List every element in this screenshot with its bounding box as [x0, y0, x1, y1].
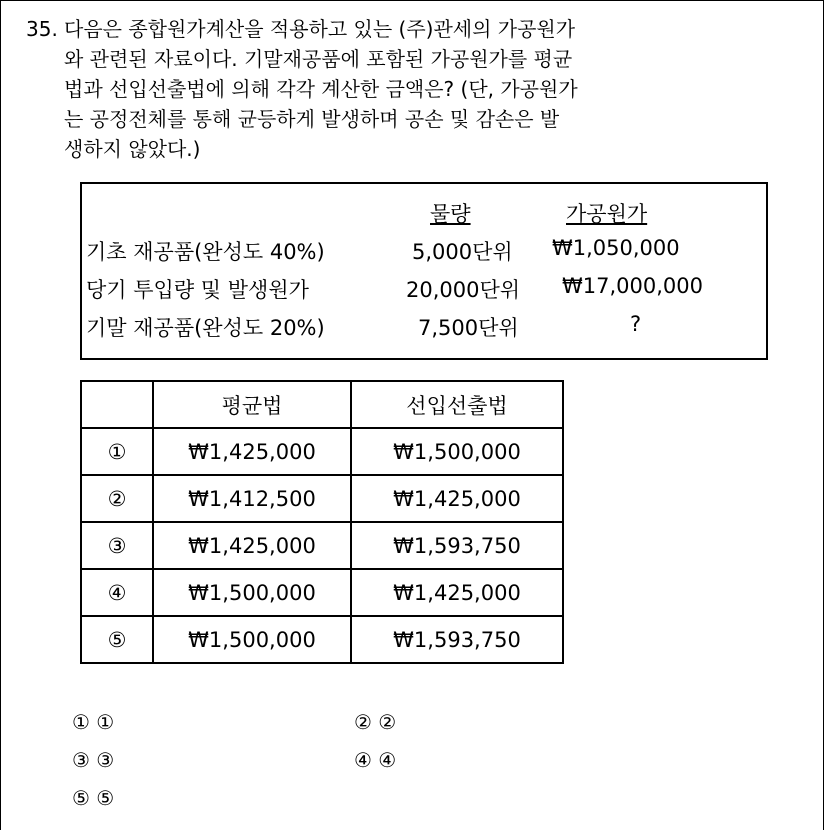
- choice-3[interactable]: ③ ③: [72, 748, 115, 772]
- question-line-4: 는 공정전체를 통해 균등하게 발생하며 공손 및 감손은 발: [64, 107, 560, 131]
- header-conversion-cost: 가공원가: [566, 202, 648, 226]
- row-mark: ④: [81, 569, 153, 616]
- answer-options-table: [80, 380, 564, 664]
- question-line-1: 다음은 종합원가계산을 적용하고 있는 (주)관세의 가공원가: [64, 17, 576, 41]
- table-row: [81, 475, 563, 522]
- question-line-3: 법과 선입선출법에 의해 각각 계산한 금액은? (단, 가공원가: [64, 77, 578, 101]
- row-mark: ①: [81, 428, 153, 475]
- choice-1[interactable]: ① ①: [72, 710, 115, 734]
- table-row: [81, 569, 563, 616]
- row-label: 기초 재공품(완성도 40%): [86, 240, 325, 264]
- header-average-method: 평균법: [153, 381, 351, 428]
- row-fifo-value: ₩1,593,750: [351, 522, 563, 569]
- row-fifo-value: ₩1,425,000: [351, 475, 563, 522]
- question-line-2: 와 관련된 자료이다. 기말재공품에 포함된 가공원가를 평균: [64, 47, 573, 71]
- row-label: 당기 투입량 및 발생원가: [86, 278, 309, 302]
- row-average-value: ₩1,412,500: [153, 475, 351, 522]
- row-average-value: ₩1,425,000: [153, 428, 351, 475]
- data-row-ending: [82, 312, 766, 348]
- data-row-beginning: [82, 236, 766, 272]
- data-row-current: [82, 274, 766, 310]
- row-average-value: ₩1,500,000: [153, 616, 351, 663]
- row-mark: ③: [81, 522, 153, 569]
- table-row: [81, 522, 563, 569]
- row-mark: ⑤: [81, 616, 153, 663]
- row-label: 기말 재공품(완성도 20%): [86, 316, 325, 340]
- row-quantity: 20,000단위: [406, 278, 521, 302]
- header-blank: [81, 381, 153, 428]
- question-line-5: 생하지 않았다.): [64, 137, 201, 161]
- data-box: [80, 182, 768, 360]
- table-header-row: [81, 381, 563, 428]
- data-header-row: [82, 198, 766, 234]
- question-number: 35.: [26, 17, 58, 41]
- row-cost: ?: [630, 312, 642, 336]
- header-quantity: 물량: [430, 202, 471, 226]
- row-mark: ②: [81, 475, 153, 522]
- row-fifo-value: ₩1,500,000: [351, 428, 563, 475]
- choice-4[interactable]: ④ ④: [354, 748, 397, 772]
- row-fifo-value: ₩1,593,750: [351, 616, 563, 663]
- row-average-value: ₩1,425,000: [153, 522, 351, 569]
- row-quantity: 7,500단위: [418, 316, 519, 340]
- header-fifo-method: 선입선출법: [351, 381, 563, 428]
- choice-5[interactable]: ⑤ ⑤: [72, 786, 115, 810]
- row-quantity: 5,000단위: [412, 240, 513, 264]
- table-row: [81, 616, 563, 663]
- table-row: [81, 428, 563, 475]
- row-cost: ₩1,050,000: [552, 236, 680, 260]
- row-fifo-value: ₩1,425,000: [351, 569, 563, 616]
- row-average-value: ₩1,500,000: [153, 569, 351, 616]
- row-cost: ₩17,000,000: [562, 274, 704, 298]
- choice-2[interactable]: ② ②: [354, 710, 397, 734]
